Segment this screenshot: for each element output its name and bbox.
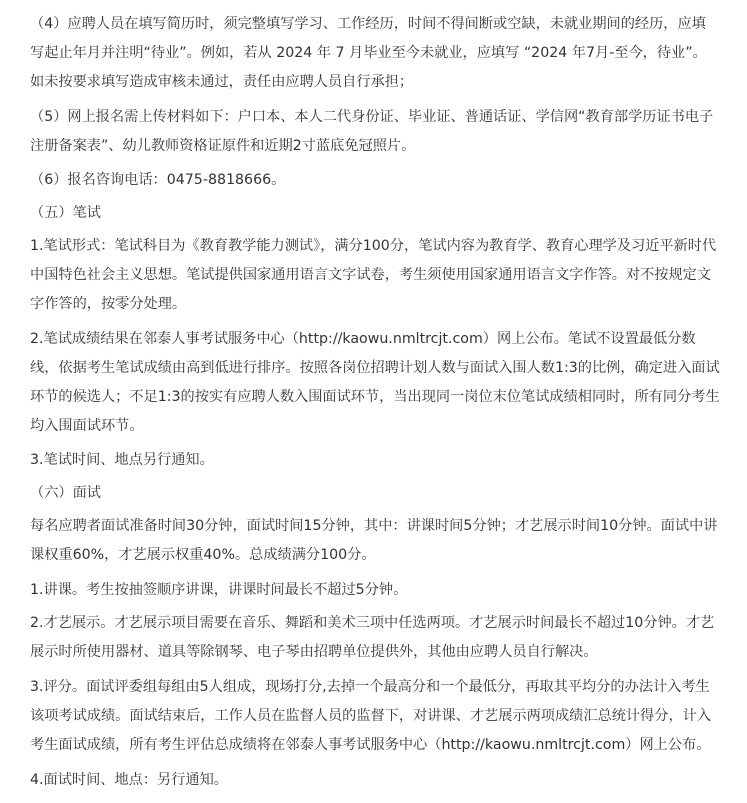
paragraph-upload-materials: （5）网上报名需上传材料如下：户口本、本人二代身份证、毕业证、普通话证、学信网“教育部学历证书电子注册备案表”、幼儿教师资格证原件和近期2寸蓝底免冠照片。: [30, 109, 714, 154]
paragraph-interview-time: 4.面试时间、地点：另行通知。: [30, 772, 228, 788]
paragraph-resume-requirements: （4）应聘人员在填写简历时，须完整填写学习、工作经历，时间不得间断或空缺，未就业期间的经历，应填写起止年月并注明“待业”。例如，若从 2024 年 7 月毕业至今未就业，应填写 “2024 年7月-至今，待业”。如未按要求填写造成审核未通过，责任由应聘人员自行承担；: [30, 16, 707, 90]
section-heading-interview: （六）面试: [30, 485, 101, 501]
paragraph-contact-phone: （6）报名咨询电话：0475-8818666。: [30, 172, 286, 188]
paragraph-interview-overview: 每名应聘者面试准备时间30分钟，面试时间15分钟，其中：讲课时间5分钟；才艺展示时间10分钟。面试中讲课权重60%，才艺展示权重40%。总成绩满分100分。: [30, 518, 718, 563]
section-heading-written-exam: （五）笔试: [30, 205, 101, 221]
paragraph-scoring: 3.评分。面试评委组每组由5人组成，现场打分,去掉一个最高分和一个最低分，再取其平均分的办法计入考生该项考试成绩。面试结束后，工作人员在监督人员的监督下，对讲课、才艺展示两项成绩汇总统计得分，计入考生面试成绩，所有考生评估总成绩将在邻泰人事考试服务中心（http://kaowu.nmltrcjt.com）网上公布。: [30, 679, 712, 753]
paragraph-exam-format: 1.笔试形式：笔试科目为《教育教学能力测试》，满分100分，笔试内容为教育学、教育心理学及习近平新时代中国特色社会主义思想。笔试提供国家通用语言文字试卷，考生须使用国家通用语言文字作答。对不按规定文字作答的，按零分处理。: [30, 238, 717, 312]
paragraph-exam-time: 3.笔试时间、地点另行通知。: [30, 452, 214, 468]
paragraph-talent-show: 2.才艺展示。才艺展示项目需要在音乐、舞蹈和美术三项中任选两项。才艺展示时间最长不超过10分钟。才艺展示时所使用器材、道具等除钢琴、电子琴由招聘单位提供外，其他由应聘人员自行解决。: [30, 615, 715, 660]
paragraph-exam-results: 2.笔试成绩结果在邻泰人事考试服务中心（http://kaowu.nmltrcjt.com）网上公布。笔试不设置最低分数线，依据考生笔试成绩由高到低进行排序。按照各岗位招聘计划人数与面试入围人数1:3的比例，确定进入面试环节的候选人；不足1:3的按实有应聘人数入围面试环节，当出现同一岗位末位笔试成绩相同时，所有同分考生均入围面试环节。: [30, 331, 720, 434]
paragraph-lecture: 1.讲课。考生按抽签顺序讲课，讲课时间最长不超过5分钟。: [30, 582, 408, 598]
